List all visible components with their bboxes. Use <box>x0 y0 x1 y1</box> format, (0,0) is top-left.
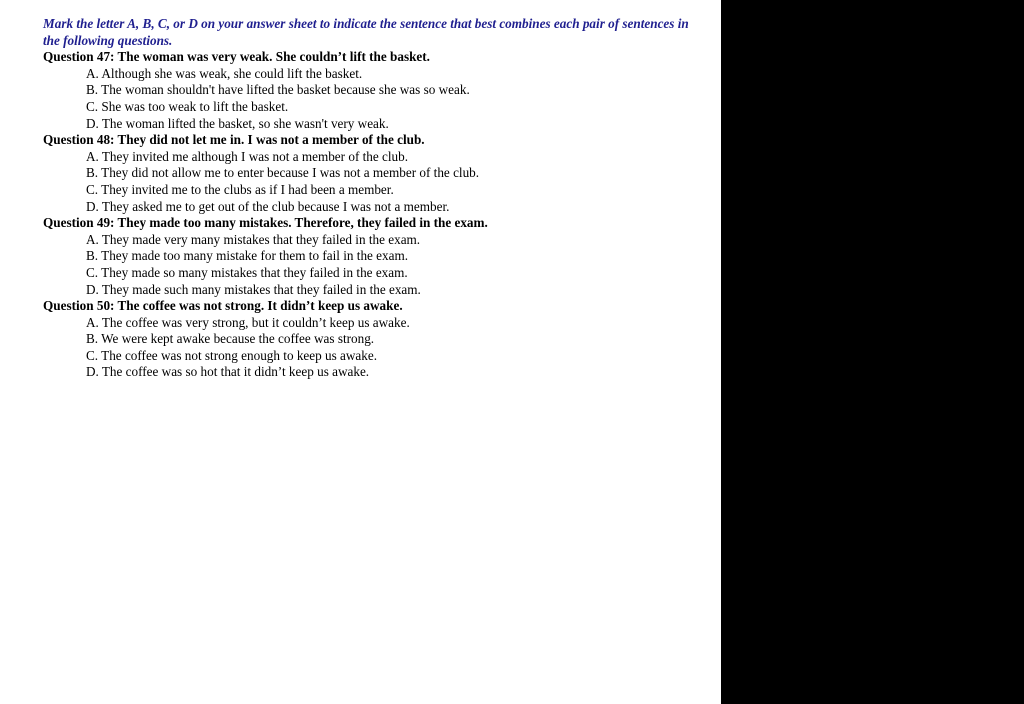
document-content <box>43 16 693 381</box>
answer-option-c: C. They made so many mistakes that they failed in the exam. <box>86 264 408 280</box>
question-48 <box>43 132 693 215</box>
answer-option-c: C. They invited me to the clubs as if I had been a member. <box>86 181 394 197</box>
instruction-text: Mark the letter A, B, C, or D on your answer sheet to indicate the sentence that best combines each pair of sentences in the following questions. <box>43 16 689 48</box>
question-prompt: Question 48: They did not let me in. I was not a member of the club. <box>43 132 425 148</box>
answer-option-d: D. They made such many mistakes that they failed in the exam. <box>86 281 421 297</box>
answer-option-a: A. They made very many mistakes that they failed in the exam. <box>86 231 421 247</box>
answer-option-b: B. The woman shouldn't have lifted the basket because she was so weak. <box>86 82 470 98</box>
question-49 <box>43 215 693 298</box>
answer-option-b: B. We were kept awake because the coffee was strong. <box>86 331 375 347</box>
question-prompt: Question 49: They made too many mistakes. Therefore, they failed in the exam. <box>43 215 488 231</box>
answer-option-d: D. The coffee was so hot that it didn’t keep us awake. <box>86 364 370 380</box>
answer-option-d: D. The woman lifted the basket, so she wasn't very weak. <box>86 115 389 131</box>
answer-option-d: D. They asked me to get out of the club because I was not a member. <box>86 198 450 214</box>
question-50 <box>43 298 693 381</box>
question-prompt: Question 47: The woman was very weak. She couldn’t lift the basket. <box>43 49 430 65</box>
answer-option-c: C. The coffee was not strong enough to keep us awake. <box>86 347 378 363</box>
answer-option-a: A. They invited me although I was not a member of the club. <box>86 148 409 164</box>
question-47 <box>43 49 693 132</box>
answer-option-b: B. They did not allow me to enter because I was not a member of the club. <box>86 165 480 181</box>
answer-option-c: C. She was too weak to lift the basket. <box>86 98 289 114</box>
answer-option-a: A. Although she was weak, she could lift the basket. <box>86 65 363 81</box>
question-prompt: Question 50: The coffee was not strong. It didn’t keep us awake. <box>43 298 403 314</box>
answer-option-a: A. The coffee was very strong, but it couldn’t keep us awake. <box>86 314 410 330</box>
answer-option-b: B. They made too many mistake for them to fail in the exam. <box>86 248 409 264</box>
